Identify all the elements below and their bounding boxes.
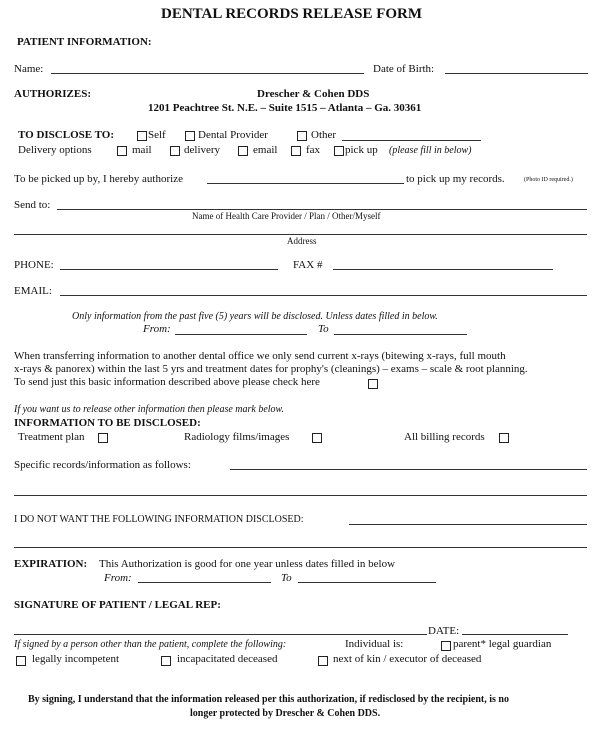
basic-info-checkbox[interactable]	[368, 379, 378, 389]
self-option-label: Self	[148, 129, 166, 141]
disclose-to-label: TO DISCLOSE TO:	[18, 129, 114, 141]
pickup-person-field[interactable]	[207, 183, 404, 184]
parent-guardian-checkbox[interactable]	[441, 641, 451, 651]
send-to-caption: Name of Health Care Provider / Plan / Other/Myself	[192, 211, 381, 221]
pickup-option-label: pick up	[345, 144, 378, 156]
transfer-line-3: To send just this basic information described above please check here	[14, 376, 320, 388]
name-field[interactable]	[51, 73, 364, 74]
delivery-label: Delivery options	[18, 144, 92, 156]
specific-records-field[interactable]	[230, 469, 587, 470]
expiration-label: EXPIRATION:	[14, 558, 88, 570]
phone-field[interactable]	[60, 269, 278, 270]
signature-field[interactable]	[14, 634, 427, 635]
other-field[interactable]	[342, 140, 481, 141]
date-field[interactable]	[462, 634, 568, 635]
not-disclose-field[interactable]	[349, 524, 587, 525]
transfer-line-1: When transferring information to another dental office we only send current x-rays (bitewing x-rays, full mouth	[14, 350, 506, 362]
next-of-kin-checkbox[interactable]	[318, 656, 328, 666]
email-label: EMAIL:	[14, 285, 52, 297]
address-caption: Address	[287, 236, 317, 246]
treatment-plan-label: Treatment plan	[18, 431, 85, 443]
radiology-label: Radiology films/images	[184, 431, 290, 443]
phone-label: PHONE:	[14, 259, 54, 271]
expiration-from-field[interactable]	[138, 582, 271, 583]
pickup-authorize-text: To be picked up by, I hereby authorize	[14, 173, 183, 185]
parent-guardian-label: parent* legal guardian	[453, 638, 552, 650]
send-to-field[interactable]	[57, 209, 587, 210]
not-disclose-field-2[interactable]	[14, 547, 587, 548]
expiration-from-label: From:	[104, 572, 132, 584]
incapacitated-checkbox[interactable]	[161, 656, 171, 666]
five-years-from-field[interactable]	[175, 334, 307, 335]
patient-info-heading: PATIENT INFORMATION:	[17, 36, 152, 48]
dental-provider-option-label: Dental Provider	[198, 129, 268, 141]
specific-records-field-2[interactable]	[14, 495, 587, 496]
specific-records-label: Specific records/information as follows:	[14, 459, 191, 471]
next-of-kin-label: next of kin / executor of deceased	[333, 653, 482, 665]
practice-address: 1201 Peachtree St. N.E. – Suite 1515 – Atlanta – Ga. 30361	[148, 102, 422, 114]
pickup-note: (please fill in below)	[389, 145, 472, 156]
not-disclose-label: I DO NOT WANT THE FOLLOWING INFORMATION DISCLOSED:	[14, 514, 304, 525]
other-person-note: If signed by a person other than the patient, complete the following:	[14, 639, 287, 650]
five-years-to-field[interactable]	[334, 334, 467, 335]
pickup-suffix-text: to pick up my records.	[406, 173, 505, 185]
dental-provider-checkbox[interactable]	[185, 131, 195, 141]
photo-id-note: (Photo ID required.)	[524, 177, 573, 183]
dob-field[interactable]	[445, 73, 588, 74]
transfer-line-2: x-rays & panorex) within the last 5 yrs and treatment dates for prophy's (cleanings) – exams – scale & root planning.	[14, 363, 528, 375]
five-years-from-label: From:	[143, 323, 171, 335]
release-more-note: If you want us to release other information then please mark below.	[14, 404, 284, 415]
legally-incompetent-checkbox[interactable]	[16, 656, 26, 666]
send-to-label: Send to:	[14, 199, 51, 211]
five-years-to-label: To	[318, 323, 329, 335]
page-title: DENTAL RECORDS RELEASE FORM	[161, 6, 423, 22]
footer-line-2: longer protected by Drescher & Cohen DDS.	[190, 708, 381, 719]
incapacitated-label: incapacitated deceased	[177, 653, 278, 665]
authorizes-label: AUTHORIZES:	[14, 88, 92, 100]
billing-records-checkbox[interactable]	[499, 433, 509, 443]
legally-incompetent-label: legally incompetent	[32, 653, 120, 665]
expiration-text: This Authorization is good for one year unless dates filled in below	[99, 558, 396, 570]
billing-records-label: All billing records	[404, 431, 485, 443]
mail-option-label: mail	[132, 144, 152, 156]
name-label: Name:	[14, 63, 44, 75]
address-field[interactable]	[14, 234, 587, 235]
other-option-label: Other	[311, 129, 337, 141]
mail-checkbox[interactable]	[117, 146, 127, 156]
delivery-option-label: delivery	[184, 144, 221, 156]
fax-field[interactable]	[333, 269, 553, 270]
fax-label: FAX #	[293, 259, 323, 271]
pickup-checkbox[interactable]	[334, 146, 344, 156]
email-option-label: email	[253, 144, 278, 156]
signature-heading: SIGNATURE OF PATIENT / LEGAL REP:	[14, 599, 221, 611]
delivery-checkbox[interactable]	[170, 146, 180, 156]
dob-label: Date of Birth:	[373, 63, 435, 75]
email-checkbox[interactable]	[238, 146, 248, 156]
practice-name: Drescher & Cohen DDS	[257, 88, 370, 100]
email-field[interactable]	[60, 295, 587, 296]
info-disclosed-heading: INFORMATION TO BE DISCLOSED:	[14, 417, 201, 429]
fax-option-label: fax	[306, 144, 321, 156]
date-label: DATE:	[428, 625, 460, 637]
treatment-plan-checkbox[interactable]	[98, 433, 108, 443]
self-checkbox[interactable]	[137, 131, 147, 141]
five-years-note: Only information from the past five (5) years will be disclosed. Unless dates filled in below.	[72, 311, 438, 322]
individual-is-label: Individual is:	[345, 638, 404, 650]
expiration-to-label: To	[281, 572, 292, 584]
fax-checkbox[interactable]	[291, 146, 301, 156]
radiology-checkbox[interactable]	[312, 433, 322, 443]
other-checkbox[interactable]	[297, 131, 307, 141]
footer-line-1: By signing, I understand that the information released per this authorization, if redisclosed by the recipient, is no	[28, 694, 509, 705]
expiration-to-field[interactable]	[298, 582, 436, 583]
